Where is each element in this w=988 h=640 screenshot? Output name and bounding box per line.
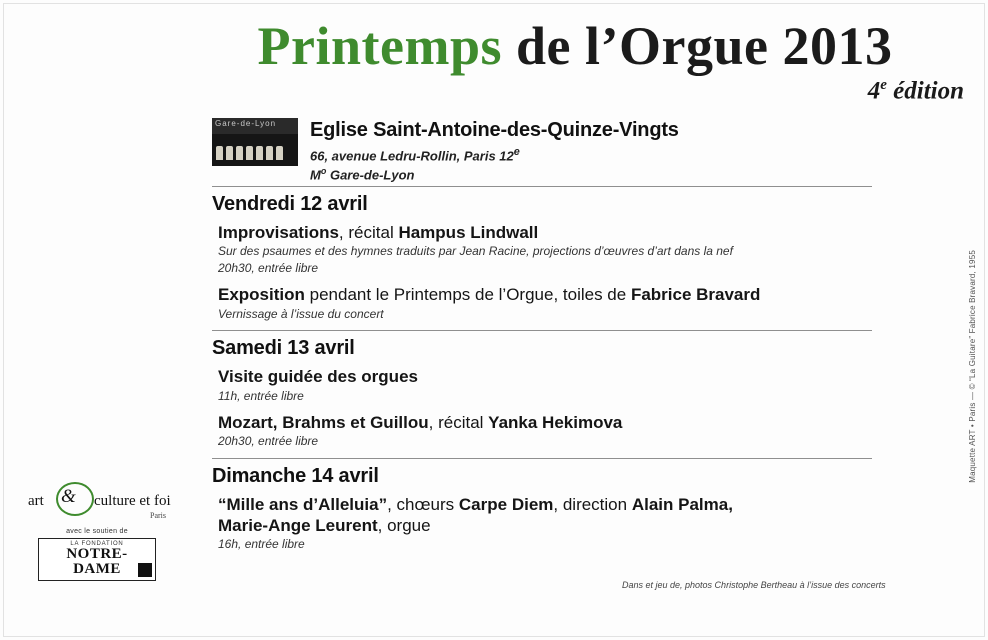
venue-text — [310, 118, 679, 184]
event-title-normal: , chœurs — [387, 494, 459, 514]
title-block — [180, 18, 970, 105]
metro-prefix: M — [310, 167, 321, 183]
day-block-sunday — [212, 458, 872, 553]
event-title-line — [218, 222, 872, 243]
logo-art-text: art — [28, 493, 44, 509]
day-divider — [212, 458, 872, 459]
event-mille-ans-dalleluia — [218, 494, 872, 553]
event-organ-label: , orgue — [377, 516, 431, 536]
event-note-time: 20h30, entrée libre — [218, 260, 319, 275]
logo-nd-name: NOTRE-DAME — [66, 546, 128, 577]
event-improvisations — [218, 222, 872, 276]
event-performer: Yanka Hekimova — [488, 413, 623, 433]
day-block-friday — [212, 186, 872, 322]
venue-address-sup: e — [513, 146, 520, 158]
event-subtitle-line — [218, 515, 872, 536]
side-credit: Maquette ART • Paris — © “La Guitare” Fabrice Bravard, 1955 — [968, 250, 977, 483]
logo-paris-text: Paris — [150, 511, 166, 520]
fondation-notre-dame-logo — [38, 528, 156, 581]
event-note-time: 20h30, entrée libre — [218, 434, 319, 449]
event-title-bold: Exposition — [218, 285, 305, 305]
event-title-bold: Improvisations — [218, 223, 339, 242]
event-title-normal: , récital — [338, 223, 399, 242]
event-title-normal: , récital — [428, 413, 489, 433]
event-note-time: 16h, entrée libre — [218, 537, 305, 552]
event-title-line — [218, 284, 872, 305]
event-note-time: 11h, entrée libre — [218, 388, 304, 403]
day-divider — [212, 186, 872, 187]
event-choir: Carpe Diem — [458, 494, 554, 514]
edition-word: édition — [893, 77, 964, 105]
event-title-line — [218, 366, 872, 387]
logo-nd-mark-icon — [138, 563, 152, 577]
event-direction-label: , direction — [553, 494, 632, 514]
title-dark-part: de l’Orgue 2013 — [516, 16, 893, 76]
logo-nd-small-text: LA FONDATION — [70, 541, 124, 547]
event-title-normal: pendant le Printemps de l’Orgue, toiles de — [304, 285, 631, 305]
event-title-bold: “Mille ans d’Alleluia” — [218, 494, 388, 514]
logo-support-text: avec le soutien de — [66, 528, 128, 535]
title-green-part: Printemps — [257, 16, 502, 76]
venue-name: Eglise Saint-Antoine-des-Quinze-Vingts — [310, 119, 679, 141]
event-title-line — [218, 412, 872, 433]
venue-photo-caption: Gare-de-Lyon — [215, 119, 277, 128]
logo-nd-box — [38, 538, 156, 581]
logo-ampersand-icon: & — [61, 486, 76, 507]
event-conductor: Alain Palma, — [631, 494, 733, 514]
venue-address-text: 66, avenue Ledru-Rollin, Paris 12 — [310, 148, 514, 164]
day-title-sunday: Dimanche 14 avril — [212, 464, 379, 487]
event-organist: Marie-Ange Leurent — [218, 516, 378, 536]
event-visite-guidee — [218, 366, 872, 404]
logo-block — [28, 478, 188, 581]
venue-photo — [212, 118, 298, 166]
logo-culture-text: culture et foi — [94, 493, 171, 509]
event-performer: Hampus Lindwall — [398, 223, 539, 242]
edition-label — [180, 77, 970, 105]
venue-metro — [310, 165, 679, 184]
footer-credit: Dans et jeu de, photos Christophe Bertheau à l’issue des concerts — [622, 580, 886, 590]
edition-number: 4 — [867, 77, 881, 105]
event-artist: Fabrice Bravard — [630, 285, 761, 305]
page-title — [180, 18, 970, 75]
day-block-saturday — [212, 330, 872, 450]
event-title-bold: Mozart, Brahms et Guillou — [218, 413, 429, 433]
metro-station: Gare-de-Lyon — [326, 167, 415, 183]
metro-sup: o — [320, 165, 327, 176]
day-title-friday: Vendredi 12 avril — [212, 193, 368, 215]
venue-photo-figures — [216, 146, 294, 160]
event-title-line — [218, 494, 872, 515]
event-note-description: Vernissage à l’issue du concert — [218, 306, 384, 321]
program-list — [212, 186, 872, 561]
event-note-description: Sur des psaumes et des hymnes traduits par Jean Racine, projections d’œuvres d’art dans la nef — [218, 244, 733, 259]
event-title-bold: Visite guidée des orgues — [218, 367, 418, 387]
day-divider — [212, 330, 872, 331]
day-title-saturday: Samedi 13 avril — [212, 337, 355, 360]
venue-block — [212, 118, 679, 184]
edition-sup: e — [880, 76, 887, 93]
art-culture-et-foi-logo — [28, 478, 188, 518]
event-mozart-brahms-guillou — [218, 412, 872, 450]
event-exposition — [218, 284, 872, 322]
venue-address — [310, 145, 679, 165]
